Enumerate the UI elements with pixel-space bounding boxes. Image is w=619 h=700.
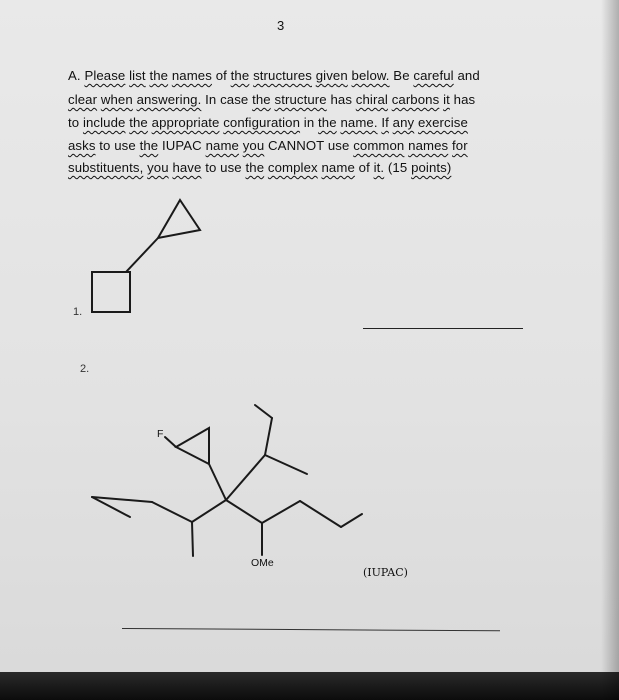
upper-chain-bond-3 xyxy=(255,405,272,418)
left-chain-bond-1 xyxy=(192,500,226,522)
page-number: 3 xyxy=(277,18,285,33)
left-chain-bond-2 xyxy=(152,502,192,522)
upper-branch-bond xyxy=(265,455,307,474)
left-methyl-down-bond xyxy=(192,522,193,556)
right-chain-bond-2 xyxy=(262,501,300,523)
upper-chain-bond-1 xyxy=(226,455,265,500)
right-chain-bond-1 xyxy=(226,500,262,523)
instruction-line-3: to include the appropriate configuration in the name. If any exercise xyxy=(68,115,468,130)
methoxy-label: OMe xyxy=(251,557,274,569)
problem-2-label: 2. xyxy=(80,363,90,375)
instruction-line-4: asks to use the IUPAC name you CANNOT use common names for xyxy=(68,138,468,153)
right-chain-bond-3 xyxy=(300,501,341,527)
fluoro-bond xyxy=(165,437,176,447)
instruction-line-2: clear when answering. In case the structure has chiral carbons it has xyxy=(68,92,476,107)
ring-to-quaternary-bond xyxy=(209,464,226,500)
instruction-line-5: substituents, you have to use the complex name of it. (15 points) xyxy=(68,160,452,175)
upper-chain-bond-2 xyxy=(265,418,272,455)
iupac-note: (IUPAC) xyxy=(363,566,408,579)
fluorine-label: F xyxy=(157,428,164,440)
right-chain-bond-4 xyxy=(341,514,362,527)
answer-line-1[interactable] xyxy=(363,328,523,329)
cyclopropane-ring-2 xyxy=(176,428,209,464)
problem-1-label: 1. xyxy=(73,306,83,318)
instruction-line-1: A. Please list the names of the structures given below. Be careful and xyxy=(68,68,480,83)
